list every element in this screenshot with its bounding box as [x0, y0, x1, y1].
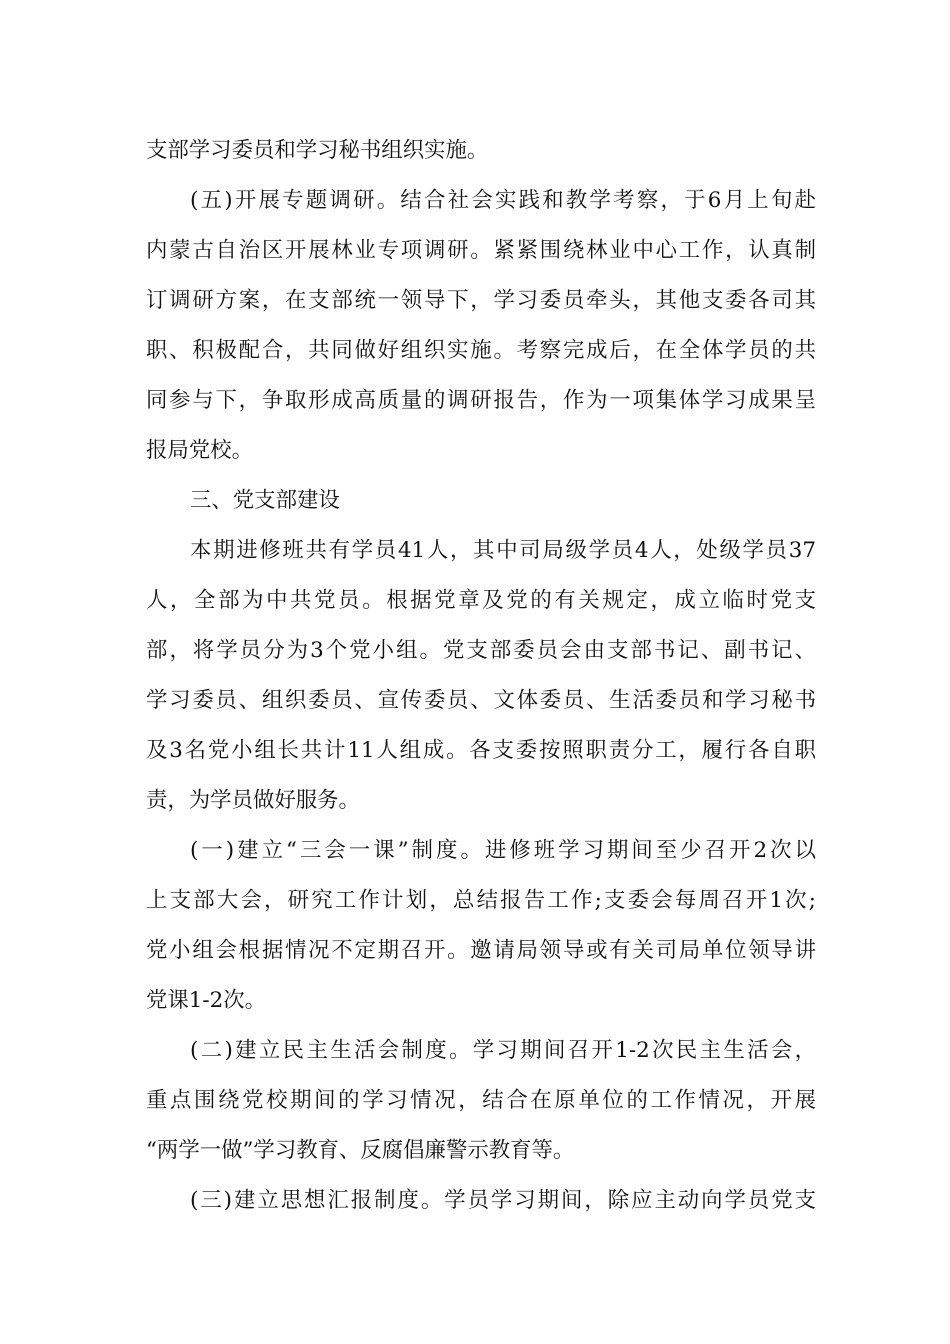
text-line: 重点围绕党校期间的学习情况，结合在原单位的工作情况，开展 [146, 1088, 816, 1113]
text-line: (五)开展专题调研。结合社会实践和教学考察，于6月上旬赴 [190, 188, 816, 213]
text-line: 报局党校。 [146, 438, 253, 463]
text-line: 内蒙古自治区开展林业专项调研。紧紧围绕林业中心工作，认真制 [146, 238, 816, 263]
text-line: “两学一做”学习教育、反腐倡廉警示教育等。 [146, 1138, 575, 1163]
text-line: 及3名党小组长共计11人组成。各支委按照职责分工，履行各自职 [146, 738, 816, 763]
text-line: 部，将学员分为3个党小组。党支部委员会由支部书记、副书记、 [146, 638, 816, 663]
text-line: (一)建立“三会一课”制度。进修班学习期间至少召开2次以 [190, 838, 816, 863]
text-line: 职、积极配合，共同做好组织实施。考察完成后，在全体学员的共 [146, 338, 816, 363]
section-heading: 三、党支部建设 [190, 488, 340, 513]
text-line: 支部学习委员和学习秘书组织实施。 [146, 138, 489, 163]
text-line: 同参与下，争取形成高质量的调研报告，作为一项集体学习成果呈 [146, 388, 816, 413]
text-line: 学习委员、组织委员、宣传委员、文体委员、生活委员和学习秘书 [146, 688, 816, 713]
text-line: 上支部大会，研究工作计划，总结报告工作;支委会每周召开1次; [146, 888, 816, 913]
text-line: 本期进修班共有学员41人，其中司局级学员4人，处级学员37 [190, 538, 816, 563]
text-line: (二)建立民主生活会制度。学习期间召开1-2次民主生活会， [190, 1038, 816, 1063]
text-line: 党课1-2次。 [146, 988, 267, 1013]
text-line: 人，全部为中共党员。根据党章及党的有关规定，成立临时党支 [146, 588, 816, 613]
text-line: 订调研方案，在支部统一领导下，学习委员牵头，其他支委各司其 [146, 288, 816, 313]
text-line: (三)建立思想汇报制度。学员学习期间，除应主动向学员党支 [190, 1188, 816, 1213]
text-line: 党小组会根据情况不定期召开。邀请局领导或有关司局单位领导讲 [146, 938, 816, 963]
text-line: 责，为学员做好服务。 [146, 788, 360, 813]
